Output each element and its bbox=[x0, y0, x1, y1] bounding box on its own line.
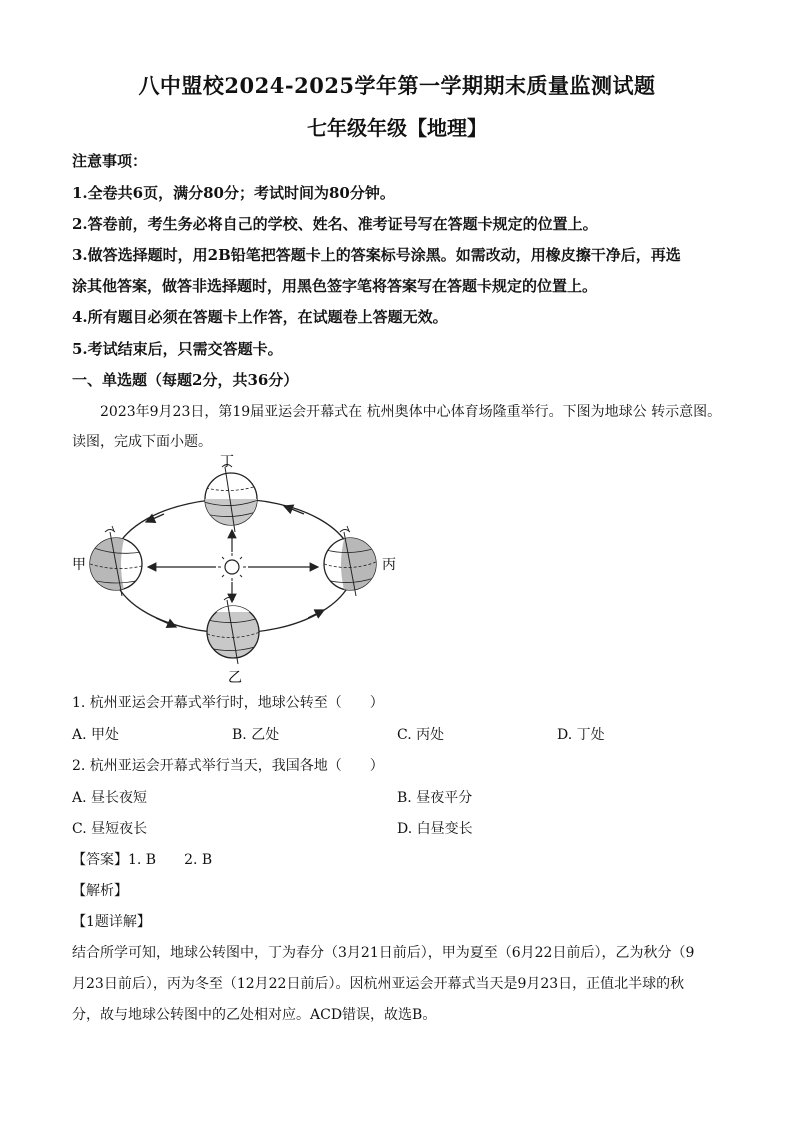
notes-heading: 注意事项： bbox=[72, 152, 148, 170]
sun-icon bbox=[218, 553, 246, 581]
option-a: A. 甲处 bbox=[72, 727, 120, 743]
orbit-arrow bbox=[308, 610, 324, 618]
note-item: 2.答卷前，考生务必将自己的学校、姓名、准考证号写在答题卡规定的位置上。 bbox=[72, 215, 598, 233]
earth-ding-icon bbox=[204, 465, 259, 533]
detail-text: 结合所学可知，地球公转图中，丁为春分（3月21日前后），甲为夏至（6月22日前后），乙为秋分（9 bbox=[72, 945, 695, 961]
note-item: 4.所有题目必须在答题卡上作答，在试题卷上答题无效。 bbox=[72, 308, 448, 326]
detail-heading: 【1题详解】 bbox=[72, 914, 151, 930]
orbit-arrow bbox=[156, 618, 176, 627]
note-item: 1.全卷共6页，满分80分；考试时间为80分钟。 bbox=[72, 184, 395, 202]
question-stem: 2. 杭州亚运会开幕式举行当天，我国各地（ ） bbox=[72, 758, 384, 774]
question-stem: 1. 杭州亚运会开幕式举行时，地球公转至（ ） bbox=[72, 695, 384, 711]
earth-revolution-diagram bbox=[64, 452, 414, 687]
earth-bing-icon bbox=[324, 526, 384, 597]
option-c: C. 丙处 bbox=[397, 727, 445, 743]
intro-text: 2023年9月23日，第19届亚运会开幕式在 杭州奥体中心体育场隆重举行。下图为地球公 转示意图。 bbox=[100, 404, 722, 420]
exam-title: 八中盟校2024-2025学年第一学期期末质量监测试题 bbox=[138, 73, 656, 98]
diagram-label-jia: 甲 bbox=[72, 557, 86, 573]
diagram-label-ding: 丁 bbox=[220, 454, 234, 470]
diagram-label-bing: 丙 bbox=[382, 557, 396, 573]
option-b: B. 乙处 bbox=[232, 727, 280, 743]
section-heading: 一、单选题（每题2分，共36分） bbox=[72, 371, 299, 389]
option-c: C. 昼短夜长 bbox=[72, 821, 148, 837]
note-item: 3.做答选择题时，用2B铅笔把答题卡上的答案标号涂黑。如需改动，用橡皮擦干净后，再选 bbox=[72, 246, 681, 264]
option-a: A. 昼长夜短 bbox=[72, 790, 148, 806]
earth-yi-icon bbox=[204, 598, 264, 665]
diagram-label-yi: 乙 bbox=[228, 670, 242, 686]
option-d: D. 白昼变长 bbox=[397, 821, 473, 837]
detail-text: 分，故与地球公转图中的乙处相对应。ACD错误，故选B。 bbox=[72, 1007, 437, 1023]
earth-jia-icon bbox=[84, 526, 142, 597]
answer-line: 【答案】1. B 2. B bbox=[72, 852, 213, 868]
exam-subtitle: 七年级年级【地理】 bbox=[307, 116, 487, 140]
intro-text: 读图，完成下面小题。 bbox=[72, 434, 212, 450]
note-item: 5.考试结束后，只需交答题卡。 bbox=[72, 340, 283, 358]
option-b: B. 昼夜平分 bbox=[397, 790, 473, 806]
detail-text: 月23日前后），丙为冬至（12月22日前后）。因杭州亚运会开幕式当天是9月23日，正值北半球的秋 bbox=[72, 976, 685, 992]
option-d: D. 丁处 bbox=[557, 727, 605, 743]
note-item: 涂其他答案，做答非选择题时，用黑色签字笔将答案写在答题卡规定的位置上。 bbox=[72, 277, 598, 295]
analysis-heading: 【解析】 bbox=[72, 883, 128, 899]
